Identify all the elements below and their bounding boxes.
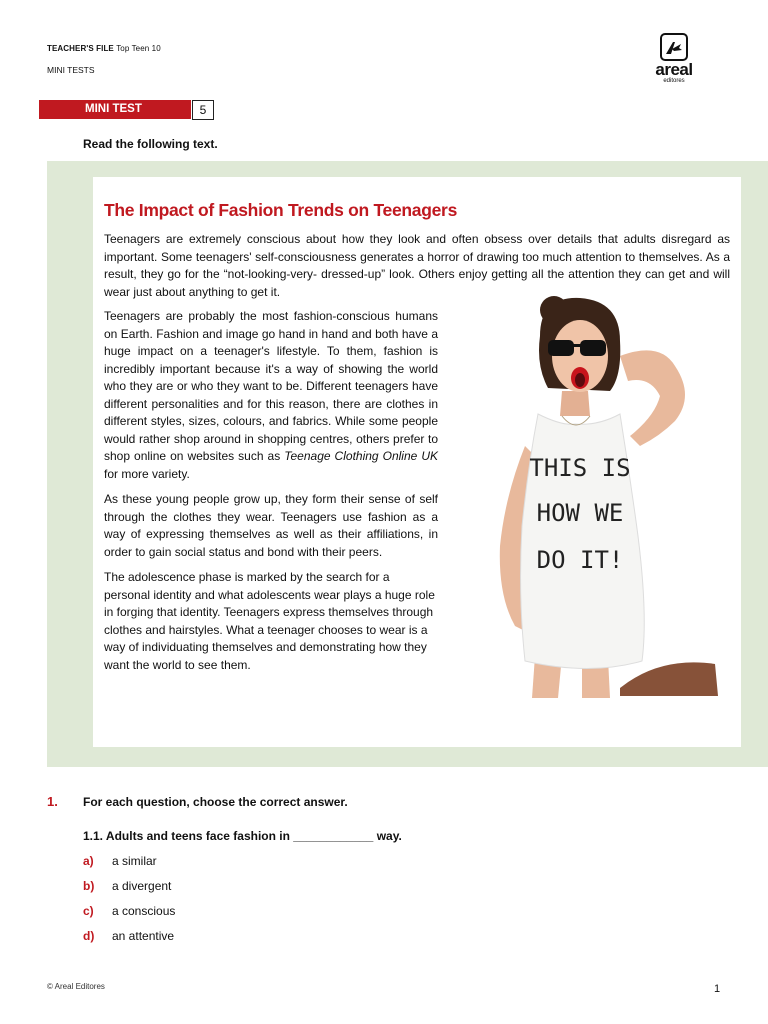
article-column bbox=[104, 308, 438, 682]
option-text: a similar bbox=[112, 854, 157, 868]
shirt-line-3: DO IT! bbox=[536, 546, 624, 574]
option-a[interactable] bbox=[83, 854, 157, 868]
sub-question bbox=[83, 829, 402, 843]
file-label: TEACHER'S FILE bbox=[47, 44, 114, 53]
article-title: The Impact of Fashion Trends on Teenagers bbox=[104, 200, 457, 220]
page-number: 1 bbox=[714, 983, 721, 995]
website-name: Teenage Clothing Online UK bbox=[284, 449, 438, 463]
logo-subtitle: editores bbox=[663, 78, 685, 84]
question-number: 1. bbox=[47, 794, 58, 809]
article-intro: Teenagers are extremely conscious about how they look and often obsess over details that adults disregard as important. Some teenagers' self-consciousness generates a horror of drawing too much attention to themselves. As a result, they go for the “not-looking-very- dressed-up” look. Others enjoy getting all the attention they can get and will wear just about anything to get it. bbox=[104, 232, 730, 299]
option-letter: a) bbox=[83, 854, 94, 868]
book-title: Top Teen 10 bbox=[116, 44, 161, 53]
option-letter: b) bbox=[83, 879, 95, 893]
paragraph-1-text-b: for more variety. bbox=[104, 466, 190, 481]
option-b[interactable] bbox=[83, 879, 171, 893]
copyright: © Areal Editores bbox=[47, 982, 105, 991]
shirt-line-2: HOW WE bbox=[536, 499, 624, 527]
question-text: For each question, choose the correct answer. bbox=[83, 795, 348, 809]
running-header bbox=[47, 44, 161, 53]
mini-test-label: MINI TEST bbox=[85, 103, 142, 115]
teenager-photo bbox=[470, 296, 724, 698]
option-text: a divergent bbox=[112, 879, 172, 893]
logo-wordmark: areal bbox=[655, 60, 693, 79]
areal-logo-icon bbox=[660, 33, 688, 61]
article-paragraph-1 bbox=[104, 308, 438, 483]
option-letter: d) bbox=[83, 929, 95, 943]
shirt-line-1: THIS IS bbox=[529, 454, 631, 482]
article-paragraph-3: The adolescence phase is marked by the search for a personal identity and what adolescents wear plays a huge role in forging that identity. Teenagers express themselves through clothes and hairstyles. What a teenager chooses to wear is a way of individuating themselves and demonstrating how they want the world to see them. bbox=[104, 570, 435, 672]
sub-question-number: 1.1. bbox=[83, 829, 104, 843]
mini-test-number: 5 bbox=[192, 100, 214, 120]
instruction: Read the following text. bbox=[83, 137, 218, 151]
mini-test-banner bbox=[39, 100, 191, 119]
option-c[interactable] bbox=[83, 904, 175, 918]
article-paragraph-2: As these young people grow up, they form their sense of self through the clothes they wear. Teenagers use fashion as a way of expressing themselves as well as their affiliations, in order to gain social status and bond with their peers. bbox=[104, 492, 438, 559]
option-text: a conscious bbox=[112, 904, 176, 918]
sub-question-text: Adults and teens face fashion in ____________ way. bbox=[105, 829, 402, 843]
paragraph-1-text-a: Teenagers are probably the most fashion-conscious humans on Earth. Fashion and image go hand in hand and both have a huge impact on a teenager's lifestyle. To them, fashion is incredibly important because it's a way of showing the world who they are or who they want to be. Different teenagers have different personalities and for this reason, there are clothes in different styles, sizes, colours, and fabrics. While some people would rather shop around in shopping centres, others prefer to shop online on websites such as bbox=[104, 309, 438, 463]
section-label: MINI TESTS bbox=[47, 65, 95, 75]
option-d[interactable] bbox=[83, 929, 174, 943]
publisher-logo bbox=[646, 33, 702, 85]
option-letter: c) bbox=[83, 904, 94, 918]
option-text: an attentive bbox=[112, 929, 175, 943]
